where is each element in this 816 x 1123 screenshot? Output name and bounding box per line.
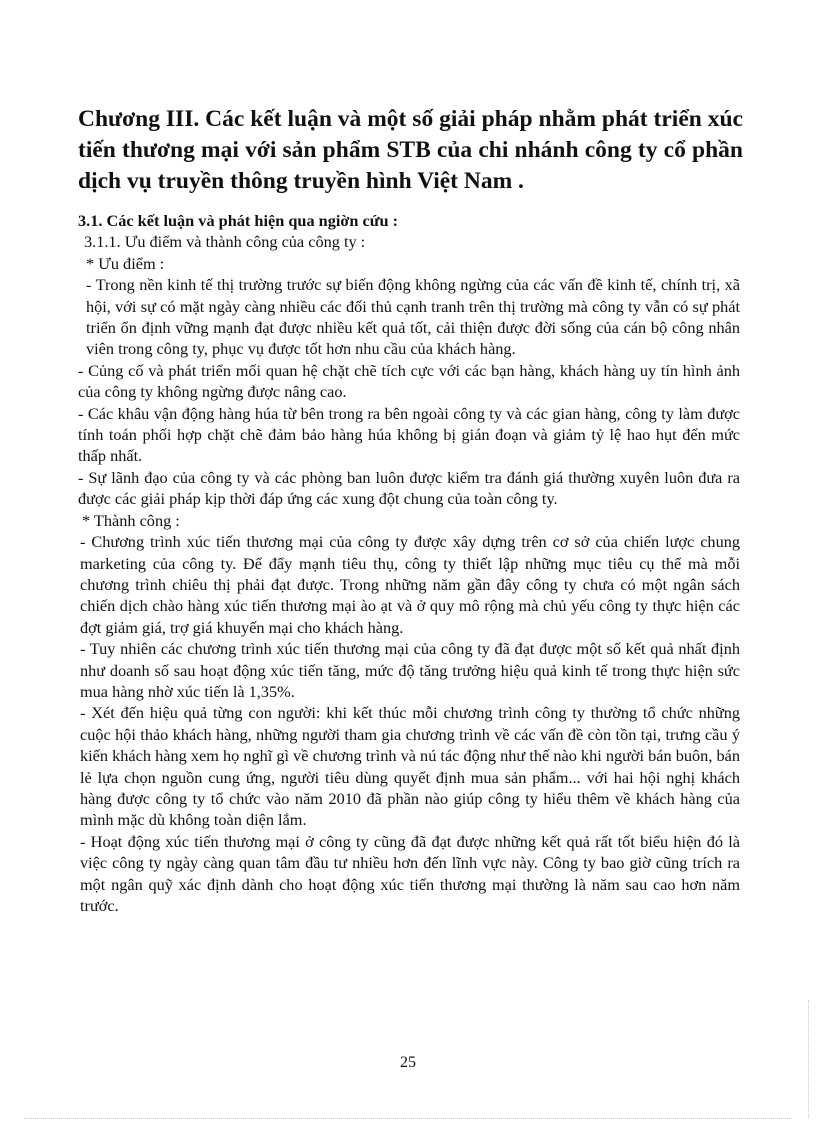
- page-border-right: [808, 1000, 809, 1118]
- advantages-label: * Ưu điểm :: [86, 253, 165, 273]
- success-paragraph: - Hoạt động xúc tiến thương mại ở công ty cũng đã đạt được những kết quả rất tốt biểu hiện đó là việc công ty ngày càng quan tâm đầu tư nhiều hơn đến lĩnh vực này. Công ty bao giờ cũng trích ra một ngân quỹ xác định dành cho hoạt động xúc tiến thương mại thường là năm sau cao hơn năm trước.: [80, 831, 740, 915]
- page-number: 25: [400, 1054, 416, 1071]
- body-text: [78, 210, 740, 916]
- section-heading: 3.1. Các kết luận và phát hiện qua ngiờn cứu :: [78, 211, 399, 230]
- successes-label: * Thành công :: [82, 510, 180, 530]
- advantage-paragraph: - Củng cố và phát triển mối quan hệ chặt chẽ tích cực với các bạn hàng, khách hàng uy tín hình ảnh của công ty không ngừng được nâng cao.: [78, 360, 740, 402]
- chapter-title: Chương III. Các kết luận và một số giải pháp nhằm phát triển xúc tiến thương mại với sản phẩm STB của chi nhánh công ty cổ phần dịch vụ truyền thông truyền hình Việt Nam .: [78, 106, 743, 194]
- advantage-paragraph: - Trong nền kinh tế thị trường trước sự biến động không ngừng của các vấn đề kinh tế, chính trị, xã hội, với sự có mặt ngày càng nhiều các đối thủ cạnh tranh trên thị trường mà công ty vẫn có sự phát triển ổn định vững mạnh đạt được nhiều kết quả tốt, cải thiện được đời sống của cán bộ công nhân viên trong công ty, phục vụ được tốt hơn nhu cầu của khách hàng.: [86, 275, 740, 359]
- success-paragraph: - Xét đến hiệu quả từng con người: khi kết thúc mỗi chương trình công ty thường tổ chức những cuộc hội thảo khách hàng, những người tham gia chương trình về các vấn đề còn tồn tại, trưng cầu ý kiến khách hàng xem họ nghĩ gì về chương trình và nú tác động như thế nào khi người bán buôn, bán lẻ lựa chọn nguồn cung ứng, người tiêu dùng quyết định mua sản phẩm... với hai hội nghị khách hàng được công ty tổ chức vào năm 2010 đã phần nào giúp công ty hiểu thêm về khách hàng của mình mặc dù không toàn diện lắm.: [80, 703, 740, 830]
- success-paragraph: - Chương trình xúc tiến thương mại của công ty được xây dựng trên cơ sở của chiến lược chung marketing của công ty. Để đẩy mạnh tiêu thụ, công ty thiết lập những mục tiêu cụ thể mà mỗi chương trình chiêu thị phải đạt được. Trong những năm gần đây công ty chưa có một ngân sách chiến dịch chào hàng xúc tiến thương mại ào ạt và ở quy mô rộng mà chủ yếu công ty thực hiện các đợt giảm giá, trợ giá khuyến mại cho khách hàng.: [80, 532, 740, 637]
- success-paragraph: - Tuy nhiên các chương trình xúc tiến thương mại của công ty đã đạt được một số kết quả nhất định như doanh số sau hoạt động xúc tiến tăng, mức độ tăng trưởng hiệu quả kinh tế trong thực hiện sức mua hàng nhờ xúc tiến là 1,35%.: [80, 639, 740, 701]
- subsection-heading: 3.1.1. Ưu điểm và thành công của công ty :: [84, 232, 366, 252]
- page-border-bottom: [24, 1118, 792, 1119]
- advantage-paragraph: - Các khâu vận động hàng húa từ bên trong ra bên ngoài công ty và các gian hàng, công ty làm được tính toán phối hợp chặt chẽ đảm bảo hàng húa không bị gián đoạn và giảm tỷ lệ hao hụt đến mức thấp nhất.: [78, 403, 740, 466]
- advantage-paragraph: - Sự lãnh đạo của công ty và các phòng ban luôn được kiểm tra đánh giá thường xuyên luôn đưa ra được các giải pháp kịp thời đáp ứng các xung đột chung của toàn công ty.: [78, 467, 740, 509]
